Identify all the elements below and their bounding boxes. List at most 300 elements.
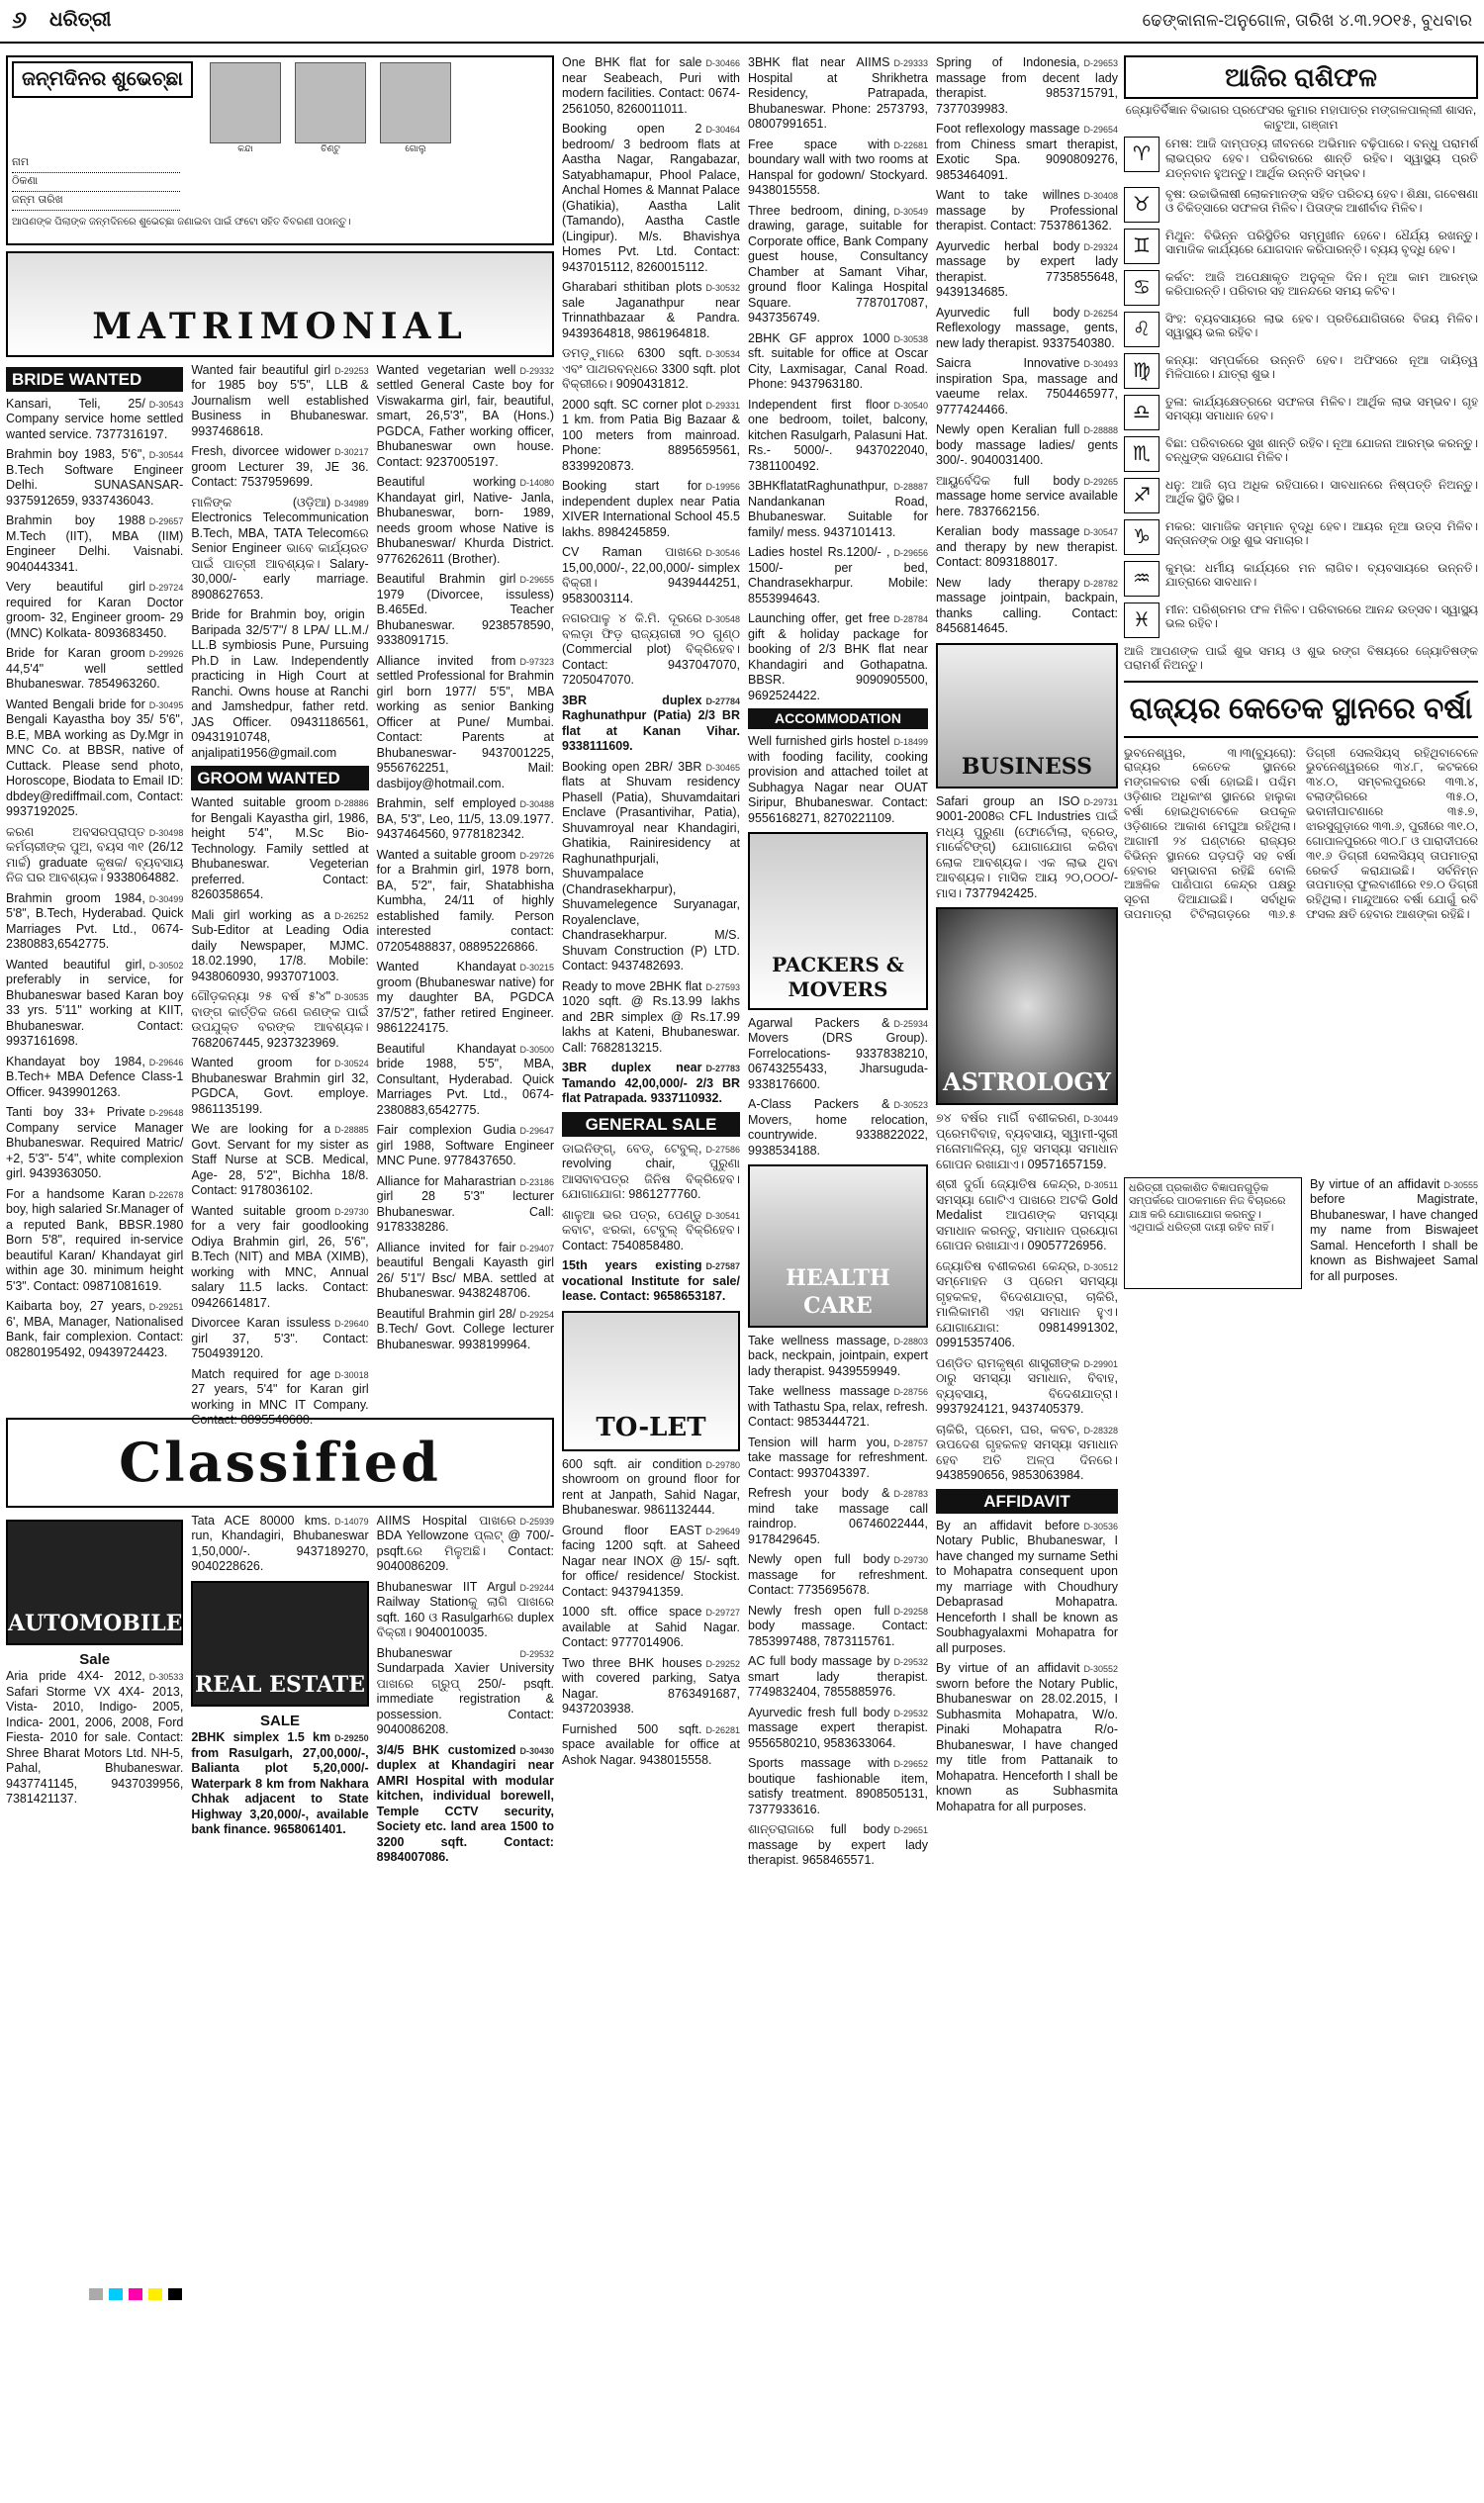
ad-code: D-29651	[893, 1825, 928, 1836]
ad-text: କରଣ ଅବସରପ୍ରାପ୍ତ କର୍ମଚାରୀଙ୍କ ପୁଅ, ବୟସ ୩୧ (26/12 ମାର୍ଚ୍ଚ) graduate କୃଷକ/ ବ୍ୟବସାୟ ନିଜ ଘର ଆବଶ୍ୟକ। 9338064882.	[6, 824, 184, 885]
list-item	[562, 1656, 740, 1717]
ad-code: D-26254	[1083, 308, 1118, 319]
massage-column	[936, 55, 1118, 2281]
ad-code: D-30488	[519, 799, 554, 810]
ad-code: D-30217	[334, 447, 369, 458]
ad-text: ଡାଇନିଙ୍ଗ୍, ବେଡ୍, ଟେବୁଲ୍, revolving chair, ପୁରୁଣା ଆସବାବପତ୍ର ଜିନିଷ ବିକ୍ରିହେବ। ଯୋଗାଯୋଗ: 9861277760.	[562, 1141, 740, 1202]
list-item	[562, 1208, 740, 1254]
matrimonial-col-2	[191, 362, 369, 1428]
ad-code: D-28803	[893, 1336, 928, 1346]
list-item	[377, 796, 554, 843]
bride-wanted-heading: BRIDE WANTED	[6, 367, 183, 392]
ad-code: D-30464	[705, 125, 740, 135]
ad-text: Aria pride 4X4- 2012, Safari Storme VX 4X4- 2013, Vista- 2010, Indigo- 2005, Indica- 2001, 2006, 2008, Ford Fiesta- 2010 for sale. Contact: Shree Bharat Motors Ltd. NH-5, Pahal, Bhubaneswar. 9437741145, 9437039956, 7381421137.	[6, 1669, 184, 1807]
birthday-photo-3: ଗୋଲୁ	[380, 62, 451, 154]
ad-code: D-30449	[1083, 1114, 1118, 1125]
ad-code: D-29646	[148, 1057, 184, 1067]
affidavit-heading: AFFIDAVIT	[936, 1489, 1118, 1514]
page-header	[0, 0, 1484, 44]
list-item	[377, 1241, 554, 1302]
list-item	[191, 607, 368, 761]
ad-text: Beautiful Khandayat bride 1988, 5'5", MBA, Consultant, Hyderabad. Quick Marriages Pvt. Ltd., 0674-2380883,6542775.	[376, 1041, 554, 1117]
zodiac-icon: ♒	[1124, 561, 1159, 597]
rashi-text: କର୍କଟ: ଆଜି ଅପେକ୍ଷାକୃତ ଅନୁକୂଳ ଦିନ। ନୂଆ କାମ ଆରମ୍ଭ କରିପାରନ୍ତି। ପରିବାର ସହ ଆନନ୍ଦରେ ସମୟ କଟିବ।	[1165, 269, 1478, 299]
zodiac-icon: ♎	[1124, 395, 1159, 430]
zodiac-icon: ♉	[1124, 187, 1159, 223]
list-item	[562, 1457, 740, 1519]
list-item	[191, 1316, 368, 1362]
ad-code: D-27593	[705, 981, 740, 992]
list-item	[936, 122, 1118, 183]
ad-text: 2BHK simplex 1.5 km from Rasulgarh, 27,00,000/-, Balianta plot 5,20,000/- Waterpark 8 km from Nakhara Chhak adjacent to State Highway 3,20,000/-, available bank finance. 9658061401.	[191, 1730, 369, 1837]
ad-text: Foot reflexology massage from Chiness smart therapist, Exotic Spa. 9090809276, 9853464091.	[936, 122, 1118, 182]
list-item	[748, 1604, 928, 1650]
packers-ads	[748, 1016, 928, 1159]
groom-wanted-heading: GROOM WANTED	[191, 766, 368, 790]
list-item	[191, 444, 368, 491]
list-item	[936, 356, 1118, 417]
list-item	[936, 1423, 1118, 1484]
ad-code: D-30499	[148, 893, 184, 904]
list-item	[6, 825, 183, 886]
ad-code: D-28886	[334, 798, 369, 809]
list-item	[6, 447, 183, 509]
ad-text: Beautiful Brahmin girl 28/ B.Tech/ Govt. College lecturer Bhubaneswar. 9938199964.	[376, 1306, 554, 1351]
ad-code: D-30493	[1083, 359, 1118, 369]
list-item: D-30555 By virtue of an affidavit before Magistrate, Bhubaneswar, I have changed my name from Biswajeet Samal. Henceforth I shall be known as Bishwajeet Samal for all purposes.	[1310, 1176, 1478, 1283]
zodiac-icon: ♍	[1124, 353, 1159, 389]
rashi-byline: ଜ୍ୟୋତିର୍ବିଜ୍ଞାନ ବିଭାଗର ପ୍ରଫେସର କୁମାର ମହାପାତ୍ର ମଙ୍ଗଳପାଲ୍ଲୀ ଶାସନ, କାଟୁଆ, ଗଞ୍ଜାମ	[1125, 103, 1477, 133]
list-item	[936, 524, 1118, 571]
ad-code: D-29251	[148, 1302, 184, 1313]
realestate-logo: REAL ESTATE	[191, 1581, 368, 1707]
ad-text: 3BHK flat near AIIMS Hospital at Shrikhetra Residency, Patrapada, Bhubaneswar. Phone: 2573793, 08007991651.	[748, 55, 928, 131]
ad-text: AIIMS Hospital ପାଖରେ BDA Yellowzone ପ୍ଲଟ୍ @ 700/- psqft.ରେ ମିଳୁଅଛି। Contact: 9040086209.	[376, 1513, 554, 1574]
ad-code: D-26281	[705, 1724, 740, 1735]
print-mark	[109, 2288, 123, 2300]
ad-text: 3BR duplex Raghunathpur (Patia) 2/3 BR flat at Kanan Vihar. 9338111609.	[562, 693, 740, 753]
ad-text: Ready to move 2BHK flat 1020 sqft. @ Rs.13.99 lakhs and 2BR simplex @ Rs.17.99 lakhs at Kateni, Bhubaneswar. Call: 7682813215.	[562, 978, 740, 1055]
ad-code: D-29333	[893, 58, 928, 68]
ad-text: Alliance invited for fair beautiful Bengali Kayasth girl 26/ 5'1"/ Bsc/ MBA. settled at Bhubaneswar. 9438248706.	[376, 1240, 554, 1301]
ad-code: D-29652	[893, 1759, 928, 1770]
ad-code: D-29332	[519, 365, 554, 376]
ad-text: Ladies hostel Rs.1200/- , 1500/- per bed, Chandrasekharpur. Mobile: 8553994643.	[748, 545, 928, 605]
ad-code: D-30547	[1083, 527, 1118, 537]
list-item	[6, 513, 183, 575]
ad-code: D-29324	[1083, 241, 1118, 252]
dateline: ଢେଙ୍କାନାଳ-ଅନୁଗୋଳ, ତାରିଖ ୪.୩.୨୦୧୫, ବୁଧବାର	[1142, 11, 1472, 30]
re-sale-heading: SALE	[259, 1712, 300, 1729]
list-item	[748, 1706, 928, 1752]
notice-box: ଧରିତ୍ରୀ ପ୍ରକାଶିତ ବିଜ୍ଞାପନଗୁଡ଼ିକ ସମ୍ପର୍କରେ ପାଠକମାନେ ନିଜ ବିଚାରରେ ଯାଞ୍ଚ କରି ଯୋଗାଯୋଗ କରନ୍ତୁ। ଏଥିପାଇଁ ଧରିତ୍ରୀ ଦାୟୀ ରହିବ ନାହିଁ।	[1124, 1177, 1302, 1290]
list-item	[562, 398, 740, 475]
ad-code: D-30512	[1083, 1261, 1118, 1272]
list-item	[377, 363, 554, 471]
ad-code: D-29254	[519, 1309, 554, 1320]
ad-text: Furnished 500 sqft. space available for office at Ashok Nagar. 9438015558.	[562, 1721, 740, 1767]
rashi-footer: ଆଜି ଆପଣଙ୍କ ପାଇଁ ଶୁଭ ସମୟ ଓ ଶୁଭ ରଙ୍ଗ ବିଷୟରେ ଜ୍ୟୋତିଷଙ୍କ ପରାମର୍ଶ ନିଅନ୍ତୁ।	[1124, 643, 1478, 673]
list-item	[748, 398, 928, 475]
list-item	[562, 694, 740, 755]
rashi-text: କନ୍ୟା: ସମ୍ପର୍କରେ ଉନ୍ନତି ହେବ। ଅଫିସରେ ନୂଆ ଦାୟିତ୍ୱ ମିଳିପାରେ। ଯାତ୍ରା ଶୁଭ।	[1165, 352, 1478, 382]
ad-code: D-30538	[893, 333, 928, 344]
ad-code: D-23186	[519, 1176, 554, 1187]
ad-code: D-29648	[148, 1108, 184, 1119]
birthday-box	[6, 55, 554, 245]
ad-code: D-30465	[705, 762, 740, 773]
business-logo: BUSINESS	[936, 643, 1118, 788]
list-item	[191, 908, 368, 985]
ad-code: D-30524	[334, 1059, 369, 1069]
birthday-photos	[210, 62, 548, 154]
ad-text: ନଗରପାଳୁ ୪ କି.ମି. ଦୂରରେ ବଲଡ଼ା ଫିଡ଼ ରାଜ୍ୟଗରୀ ୨୦ ଗୁଣ୍ଠ (Commercial plot) ବିକ୍ରିହେବ। Contact: 9437047070, 7205047070.	[562, 611, 740, 687]
list-item	[562, 760, 740, 974]
ad-code: D-29726	[519, 850, 554, 861]
list-item	[6, 580, 183, 641]
ad-text: ୭୪ ବର୍ଷର ମାର୍ଗି ବଶୀକରଣ, ପ୍ରେମବିବାହ, ବ୍ୟବସାୟ, ସ୍ୱାମୀ-ସ୍ତ୍ରୀ ମନୋମାଳିନ୍ୟ, ଗୃହ ସମସ୍ୟା ସମାଧାନ ଗୋପନ ରଖାଯାଏ। 09571657159.	[936, 1111, 1118, 1171]
rashi-text: ସିଂହ: ବ୍ୟବସାୟରେ ଲାଭ ହେବ। ପ୍ରତିଯୋଗିତାରେ ବିଜୟ ମିଳିବ। ସ୍ୱାସ୍ଥ୍ୟ ଭଲ ରହିବ।	[1165, 311, 1478, 340]
rashi-text: ଧନୁ: ଆଜି ଚାପ ଅଧିକ ରହିପାରେ। ସାବଧାନରେ ନିଷ୍ପତ୍ତି ନିଅନ୍ତୁ। ଆର୍ଥିକ ସ୍ଥିତି ସ୍ଥିର।	[1165, 477, 1478, 507]
rashi-karkata	[1124, 270, 1478, 306]
list-item	[377, 572, 554, 649]
ad-code: D-29647	[519, 1126, 554, 1137]
ad-text: Ayurvedic herbal body massage by expert lady therapist. 7735855648, 9439134685.	[936, 238, 1118, 299]
ad-text: Independent first floor one bedroom, toilet, balcony, kitchen Rasulgarh, Palasuni Hat. Rs.- 5000/-. 9437022040, 7381100492.	[748, 397, 928, 473]
ad-code: D-30511	[1084, 1180, 1118, 1191]
list-item	[936, 1661, 1118, 1814]
ad-text: 3BHKflatatRaghunathpur, Nandankanan Road, Bhubaneswar. Suitable for family/ mess. 9437101413.	[748, 479, 928, 539]
list-item	[936, 1356, 1118, 1418]
accommodation-ads	[748, 734, 928, 826]
ad-code: D-30540	[893, 400, 928, 411]
tolet-ads	[562, 1457, 740, 1769]
ad-code: D-29265	[1083, 476, 1118, 487]
ad-code: D-27784	[705, 695, 740, 706]
list-item	[936, 1111, 1118, 1172]
ad-code: D-30018	[334, 1369, 369, 1380]
list-item	[936, 1519, 1118, 1657]
business-ads	[936, 794, 1118, 902]
automobile-column	[6, 1514, 183, 2503]
ad-text: Match required for age 27 years, 5'4" for Karan girl working in MNC IT Company. Contact: 8895540600.	[191, 1366, 369, 1428]
list-item	[377, 848, 554, 956]
affidavit-ads	[936, 1519, 1118, 1815]
rashi-text: ମକର: ସାମାଜିକ ସମ୍ମାନ ବୃଦ୍ଧି ହେବ। ଆୟର ନୂଆ ଉତ୍ସ ମିଳିବ। ସନ୍ତାନଙ୍କ ଠାରୁ ଶୁଭ ସମାଚାର।	[1165, 518, 1478, 548]
ad-text: Wanted a suitable groom for a Brahmin girl, 1978 born, BA, 5'2", fair, Shatabhisha Kumbha, 24/11 of highly established family. Person interested contact: 07205488837, 08895226866.	[376, 847, 554, 954]
re-ads-2	[377, 1514, 554, 1866]
rashi-brusha	[1124, 187, 1478, 223]
ad-text: ପଣ୍ଡିତ ରାମକୃଷ୍ଣ ଶାସ୍ତ୍ରୀଙ୍କ ଠାରୁ ସମସ୍ୟା ସମାଧାନ, ବିବାହ, ବ୍ୟବସାୟ, ବିଦେଶଯାତ୍ରା। 9937924121, 9437405379.	[936, 1355, 1118, 1417]
list-item	[748, 1016, 928, 1093]
zodiac-icon: ♋	[1124, 270, 1159, 306]
list-item	[562, 1142, 740, 1203]
print-mark	[168, 2288, 182, 2300]
list-item	[377, 1743, 554, 1866]
rashi-simha	[1124, 312, 1478, 347]
ad-text: Wanted suitable groom for a very fair goodlooking Odiya Brahmin girl, 26, 5'6", B.Tech (NIT) and MBA (XIMB), working with MNC, Annual salary 11.5 lacks. Contact: 09426614817.	[191, 1203, 369, 1310]
matrimonial-logo: MATRIMONIAL	[6, 251, 554, 357]
bride-ads-1	[6, 397, 183, 1361]
ad-code: D-29532	[893, 1657, 928, 1668]
ad-code: D-30408	[1083, 191, 1118, 201]
rashi-text: ମେଷ: ଆଜି ଦାମ୍ପତ୍ୟ ଜୀବନରେ ଅଭିମାନ ବଢ଼ିପାରେ। ବନ୍ଧୁ ପରାମର୍ଶ ଲାଭପ୍ରଦ ହେବ। ପରିବାରରେ ଶାନ୍ତି ରହିବ। ସ୍ୱାସ୍ଥ୍ୟ ପ୍ରତି ଯତ୍ନବାନ ହୁଅନ୍ତୁ। ଆର୍ଥିକ ଉନ୍ନତି ସମ୍ଭବ।	[1165, 136, 1478, 180]
ad-code: D-30548	[705, 614, 740, 624]
ad-code: D-22678	[148, 1189, 184, 1200]
list-item	[936, 239, 1118, 301]
ad-text: Sports massage with boutique fashionable item, satisfy treatment. 8908505131, 7377933616.	[748, 1756, 928, 1816]
groom-ads-1	[191, 795, 368, 1429]
rashi-kanya	[1124, 353, 1478, 389]
page-number: ୬	[12, 7, 28, 34]
list-item	[936, 1259, 1118, 1351]
ad-code: D-25939	[519, 1516, 554, 1527]
list-item	[191, 795, 368, 903]
healthcare-ads	[748, 1334, 928, 1869]
ad-code: D-27783	[705, 1064, 740, 1073]
ad-code: D-29724	[148, 583, 184, 594]
affidavit-right	[1310, 1177, 1478, 1290]
ad-code: D-30502	[148, 960, 184, 971]
list-item	[748, 1822, 928, 1869]
birthday-title: ଜନ୍ମଦିନର ଶୁଭେଚ୍ଛା	[12, 61, 193, 98]
ad-text: ମାଳିଙ୍କ (ଓଡ଼ିଆ) Electronics Telecommunication B.Tech, MBA, TATA Telecomରେ Senior Engineer ଭାବେ କାର୍ଯ୍ୟରତ ପାଇଁ ପାତ୍ରୀ ଆବଶ୍ୟକ। Salary- 30,000/- early marriage. 8908627653.	[191, 495, 369, 602]
list-item	[6, 958, 183, 1050]
form-line-dob: ଜନ୍ମ ତାରିଖ	[12, 194, 180, 211]
list-item	[562, 1722, 740, 1769]
list-item	[377, 654, 554, 792]
list-item	[562, 545, 740, 606]
list-item	[748, 1486, 928, 1547]
list-item	[6, 397, 183, 443]
ad-code: D-29258	[893, 1606, 928, 1617]
ad-text: Free space with boundary wall with two rooms at Hanspal for godown/ Stockyard. 9438015558.	[748, 137, 928, 197]
list-item	[748, 331, 928, 393]
ad-text: 3BR duplex near Tamando 42,00,000/- 2/3 BR flat Patrapada. 9337110932.	[562, 1061, 740, 1105]
list-item	[377, 1646, 554, 1738]
ad-text: Beautiful Brahmin girl 1979 (Divorcee, issuless) B.465Ed. Teacher Bhubaneswar. 9238578590, 9338091715.	[376, 572, 554, 648]
ad-code: D-18499	[893, 737, 928, 748]
list-item	[6, 1299, 183, 1360]
list-item	[562, 1605, 740, 1651]
ad-code: D-30498	[148, 827, 184, 838]
list-item	[6, 697, 183, 820]
list-item	[748, 1552, 928, 1599]
ad-text: Tension will harm you, take massage for refreshment. Contact: 9937043397.	[748, 1435, 928, 1480]
ad-text: Wanted fair beautiful girl for 1985 boy 5'5", LLB & Journalism well established Business in Bhubaneswar. 9937468618.	[191, 362, 369, 438]
general-sale-heading: GENERAL SALE	[562, 1112, 740, 1137]
ad-code: D-25934	[893, 1018, 928, 1029]
ad-code: D-30523	[893, 1100, 928, 1111]
list-item	[936, 422, 1118, 469]
ad-text: Wanted vegetarian well settled General Caste boy for Viswakarma girl, fair, beautiful, smart, 26,5'3", BA (Hons.) PGDCA, Father working officer, Bhubaneswar own house. Contact: 9237005197.	[376, 362, 554, 469]
ad-text: Want to take willnes massage by Professional therapist. Contact: 7537861362.	[936, 188, 1118, 232]
ad-code: D-22681	[893, 139, 928, 150]
ad-text: Tanti boy 33+ Private Company service Manager Bhubaneswar. Required Matric/ +2, 5'3"- 5'4", white complexion girl. 9439363050.	[6, 1105, 184, 1181]
ad-code: D-28783	[893, 1489, 928, 1500]
ad-text: Keralian body massage and therapy by new therapist. Contact: 8093188017.	[936, 524, 1118, 569]
ad-text: 15th years existing vocational Institute for sale/ lease. Contact: 9658653187.	[562, 1258, 740, 1304]
list-item	[377, 475, 554, 567]
ad-code: D-29780	[705, 1459, 740, 1470]
ad-code: D-29653	[1083, 58, 1118, 68]
ad-code: D-29654	[1083, 125, 1118, 135]
astrology-logo: ASTROLOGY	[936, 907, 1118, 1105]
rashi-tula	[1124, 395, 1478, 430]
list-item	[377, 1042, 554, 1119]
ad-code: D-29649	[705, 1526, 740, 1536]
ad-text: Take wellness massage, back, neckpain, jointpain, expert lady therapist. 9439559949.	[748, 1333, 928, 1378]
ad-text: ଜ୍ୟୋତିଷ ବଶୀକରଣ କେନ୍ଦ୍ର, ସମ୍ମୋହନ ଓ ପ୍ରେମ ସମସ୍ୟା ଗୃହକଳହ, ବିଦେଶଯାତ୍ରା, ଚାକିରି, ମାଲିକାମଣି ଏହା ସମାଧାନ ହୁଏ। ଯୋଗାଯୋଗ: 09814991302, 09915357406.	[936, 1258, 1118, 1350]
ad-text: ଶାଳୁଆ ଭର ପତ୍ର, ପେଣ୍ଡୁ କବାଟ, ଝରକା, ଟେବୁଲ୍ ବିକ୍ରିହେବ। Contact: 7540858480.	[562, 1207, 740, 1252]
ad-code: D-29250	[334, 1733, 369, 1744]
ad-code: D-27587	[705, 1261, 740, 1272]
rashi-text: ବୃଷ: ଉଚ୍ଚାଭିଳାଷୀ ଲୋକମାନଙ୍କ ସହିତ ପରିଚୟ ହେବ। ଶିକ୍ଷା, ଗବେଷଣା ଓ ଚିକିତ୍ସାରେ ସଫଳତା ମିଳିବ। ପିତାଙ୍କ ଆଶୀର୍ବାଦ ମିଳିବ।	[1165, 186, 1478, 216]
tolet-column	[748, 55, 928, 2281]
matrimonial-columns	[6, 362, 554, 1428]
ad-code: D-14080	[519, 478, 554, 489]
ad-text: Booking open 2BR/ 3BR flats at Shuvam residency Phasell (Patia), Shuvamdaitari Enclave (Prasantivihar, Patia), Shuvamroyal near Khandagiri, Ghatikia, Rainiresidency at Raghunathpurjali, Shuvampalace (Chandrasekharpur), Shuvamelegence Suryanagar, Royalenclave, Chandrasekharpur. M/S. Shuvam Construction (P) LTD. Contact: 9437482693.	[562, 759, 740, 973]
ad-code: D-30536	[1083, 1521, 1118, 1531]
ad-text: Fair complexion Gudia girl 1988, Software Engineer MNC Pune. 9778437650.	[376, 1123, 554, 1168]
list-item	[562, 1061, 740, 1107]
rashi-makara	[1124, 519, 1478, 555]
ad-code: D-30466	[705, 58, 740, 68]
list-item	[748, 1334, 928, 1380]
print-mark	[129, 2288, 142, 2300]
ad-code: D-27586	[705, 1144, 740, 1155]
list-item	[562, 1524, 740, 1601]
ad-code: D-28782	[1083, 578, 1118, 589]
matrimonial-col-3	[377, 363, 554, 1412]
ad-text: 1000 sft. office space available at Sahid Nagar. Contact: 9777014906.	[562, 1605, 740, 1650]
packers-logo: PACKERS & MOVERS	[748, 832, 928, 1010]
list-item	[191, 1122, 368, 1199]
ad-code: D-28888	[1083, 425, 1118, 435]
ad-text: Safari group an ISO 9001-2008ର CFL Industries ପାଇଁ ମଧ୍ୟ ପୁରୁଣା (ଫୋର୍ଟୋଲା, ବ୍ରେଡ୍, ମାର୍କେଟିଙ୍ଗ୍) ଯୋଗାଯୋଗ କରିବା ଲୋକ ଆବଶ୍ୟକ। ଏକ ଲାଭ ଥିବା ଆବଶ୍ୟକ। ମାସିକ ଆୟ ୨୦,୦୦୦/-ମାସ। 7377942425.	[936, 793, 1118, 900]
zodiac-icon: ♈	[1124, 137, 1159, 172]
list-item	[191, 496, 368, 603]
ad-code: D-29244	[519, 1582, 554, 1593]
ad-code: D-29252	[705, 1658, 740, 1669]
bottom-right-row	[1124, 1177, 1478, 1290]
realestate-sale-column	[562, 55, 740, 2281]
zodiac-icon: ♓	[1124, 603, 1159, 638]
birthday-note: ଆପଣଙ୍କ ପିଲାଙ୍କ ଜନ୍ମଦିନରେ ଶୁଭେଚ୍ଛା ଜଣାଇବା ପାଇଁ ଫଟୋ ସହିତ ବିବରଣୀ ପଠାନ୍ତୁ।	[12, 216, 351, 228]
zodiac-icon: ♐	[1124, 478, 1159, 513]
rashi-dhanu	[1124, 478, 1478, 513]
ad-text: Newly open full body massage for refreshment. Contact: 7735695678.	[748, 1552, 928, 1598]
list-item	[377, 1514, 554, 1575]
ad-text: Saicra Innovative inspiration Spa, massage and vaeume relax. 7504465977, 9777424466.	[936, 356, 1118, 417]
list-item	[936, 1177, 1118, 1254]
groom-ads-2	[377, 363, 554, 1353]
ad-text: Alliance for Maharastrian girl 28 5'3" lecturer Bhubaneswar. Call: 9178338286.	[376, 1173, 554, 1235]
ad-text: Ground floor EAST facing 1200 sqft. at Saheed Nagar near INOX @ 15/- sqft. for office/ residence/ Stockist. Contact: 9437941359.	[562, 1523, 740, 1599]
ad-code: D-30534	[705, 349, 740, 359]
ad-code: D-28757	[893, 1437, 928, 1448]
ad-text: Wanted suitable groom for Bengali Kayastha girl, 1986, height 5'4", M.Sc Bio-Technology. Family settled at Bhubaneswar. Vegeterian preferred. Contact: 8260358654.	[191, 795, 369, 902]
auto-sale-heading: Sale	[79, 1650, 111, 1668]
print-mark	[148, 2288, 162, 2300]
ad-code: D-29532	[519, 1648, 554, 1659]
realestate-column-2	[377, 1514, 554, 2503]
ad-text: Fresh, divorcee widower groom Lecturer 39, JE 36. Contact: 7537959699.	[191, 444, 369, 490]
newspaper-name: ଧରିତ୍ରୀ	[49, 9, 112, 31]
birthday-photo-2: ଚିଣ୍ଟୁ	[295, 62, 366, 154]
list-item	[562, 611, 740, 689]
list-item	[748, 55, 928, 133]
list-item	[377, 1307, 554, 1353]
ad-code: D-30552	[1083, 1664, 1118, 1675]
tolet-logo: TO-LET	[562, 1311, 740, 1451]
list-item	[748, 734, 928, 826]
ad-text: Refresh your body & mind take massage call raindrop. 06746022444, 9178429645.	[748, 1486, 928, 1546]
list-item	[6, 646, 183, 693]
ad-text: One BHK flat for sale near Seabeach, Puri with modern facilities. Contact: 0674-2561050, 8260011011.	[562, 55, 740, 116]
ad-text: Newly fresh open full body massage. Contact: 7853997488, 7873115761.	[748, 1603, 928, 1648]
ad-text: Mali girl working as a Sub-Editor at Leading Odia daily Newspaper, MJMC. 18.02.1990, 17/8. Mobile: 9438060930, 9937071003.	[191, 907, 369, 983]
registration-marks	[0, 2288, 1484, 2302]
rashi-list	[1124, 137, 1478, 638]
list-item	[936, 794, 1118, 902]
ad-code: D-34989	[334, 498, 369, 509]
ad-text: 2BHK GF approx 1000 sft. suitable for office at Oscar City, Laxmisagar, Canal Road. Phone: 9437963180.	[748, 330, 928, 391]
ad-code: D-30533	[148, 1672, 184, 1683]
list-item	[748, 1756, 928, 1817]
ad-text: ଚାକିରି, ପ୍ରେମ, ଘର, କବଚ, ଉପଦେଶ ଗୃହକଳହ ସମସ୍ୟା ସମାଧାନ ହେବ ଅତି ଅଳ୍ପ ଦିନରେ। 9438590656, 9853063984.	[936, 1422, 1118, 1483]
realestate-column	[191, 1514, 368, 2503]
rain-headline: ରାଜ୍ୟର କେତେକ ସ୍ଥାନରେ ବର୍ଷା	[1124, 681, 1478, 737]
list-item	[562, 122, 740, 275]
ad-code: D-29640	[334, 1319, 369, 1330]
list-item	[6, 1187, 183, 1295]
list-item	[191, 1204, 368, 1312]
list-item	[748, 1654, 928, 1701]
ad-code: D-30543	[148, 399, 184, 410]
ad-text: Wanted beautiful girl, preferably in service, for Bhubaneswar based Karan boy 33 yrs. 5'11" working at KIIT, Bhubaneswar. Contact: 9937161698.	[6, 957, 184, 1049]
ad-text: Ayurvedic fresh full body massage expert therapist. 9556580210, 9583633064.	[748, 1705, 928, 1750]
list-item	[748, 1384, 928, 1431]
ad-text: By virtue of an affidavit sworn before the Notary Public, Bhubaneswar on 28.02.2015, I Subhasmita Mohapatra, W/o. Pinaki Mohapatra R/o- Bhubaneswar, I have changed my title from Pattanaik to Mohapatra. Henceforth I shall be known as Subhasmita Mohapatra for all purposes.	[936, 1661, 1118, 1813]
automobile-logo: AUTOMOBILE	[6, 1520, 183, 1645]
zodiac-icon: ♊	[1124, 229, 1159, 264]
ad-code: D-28784	[893, 614, 928, 624]
ad-text: Brahmin, self employed BA, 5'3", Leo, 11/5, 13.09.1977. 9437464560, 9778182342.	[376, 796, 554, 842]
list-item	[748, 611, 928, 703]
ad-text: ଶାନ୍ତରାଜାରେ full body massage by expert lady therapist. 9658465571.	[748, 1822, 928, 1868]
list-item	[936, 576, 1118, 637]
list-item	[936, 306, 1118, 352]
classified-logo: Classified	[6, 1418, 554, 1508]
ad-text: Bride for Brahmin boy, origin Baripada 32/5'7"/ 8 LPA/ LL.M./ LL.B symbiosis Pune, Pursuing Ph.D in Law. Independently practicing in High Court at Ranchi. Owns house at Ranchi and Jamshedpur, father retd. JAS Officer. 09431186561, 09431910748, anjalipati1956@gmail.com	[191, 607, 369, 760]
list-item	[936, 55, 1118, 117]
ad-text: New lady therapy massage jointpain, backpain, thanks calling. Contact: 8456814645.	[936, 575, 1118, 635]
zodiac-icon: ♏	[1124, 436, 1159, 472]
ad-text: Three bedroom, dining, drawing, garage, suitable for Corporate office, Bank Company guest house, Consultancy Chamber at Samant Vihar, ground floor Kalinga Hospital Square. 7787017087, 9437356749.	[748, 203, 928, 324]
list-item	[377, 1123, 554, 1169]
classified-columns	[6, 1514, 554, 2503]
astrology-ads	[936, 1111, 1118, 1484]
ad-code: D-29656	[893, 548, 928, 558]
rashi-text: ମିଥୁନ: ବିଭିନ୍ନ ପରିସ୍ଥିତିର ସମ୍ମୁଖୀନ ହେବେ। ଧୈର୍ଯ୍ୟ ରଖନ୍ତୁ। ସାମାଜିକ କାର୍ଯ୍ୟରେ ଯୋଗଦାନ କରିପାରନ୍ତି। ବ୍ୟୟ ବୃଦ୍ଧି ହେବ।	[1165, 228, 1478, 257]
ad-text: Alliance invited from settled Professional for Brahmin girl born 1977/ 5'5", MBA working as senior Banking Officer at Pune/ Mumbai. Contact: Parents at Bhubaneswar- 9437001225, 9556762251, Mail: dasbijoy@hotmail.com.	[376, 653, 554, 790]
bride-ads-2	[191, 363, 368, 762]
ad-code: D-28756	[893, 1387, 928, 1398]
rashi-title: ଆଜିର ରାଶିଫଳ	[1124, 55, 1478, 99]
ad-text: We are looking for a Govt. Servant for my sister as Staff Nurse at SCB. Medical, Age- 28, 5'2", Bichha 18/8. Contact: 9178036102.	[191, 1122, 369, 1198]
ad-code: D-29926	[148, 649, 184, 660]
